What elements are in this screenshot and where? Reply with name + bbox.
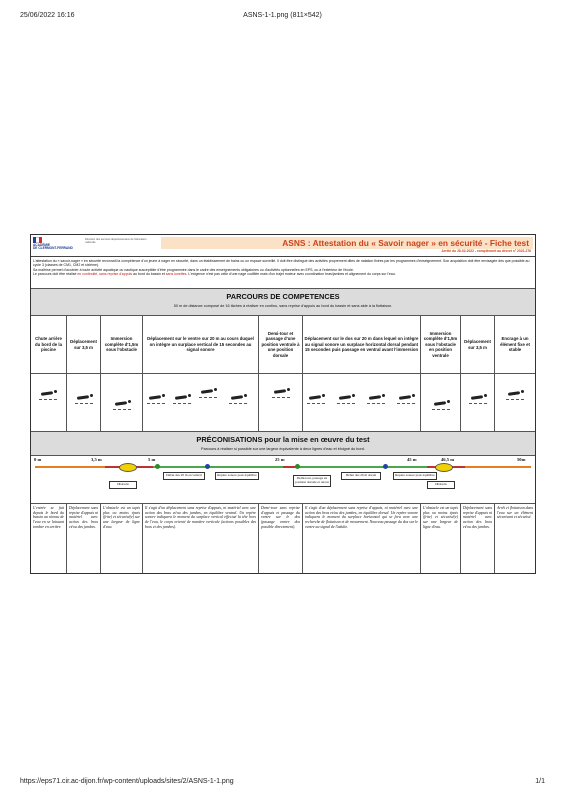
swimmer-figure-icon <box>506 388 524 400</box>
competences-row <box>31 316 535 374</box>
competences-subtitle: 50 m de distance composé de 16 tâches à réaliser en continu, sans reprise d'appuis au bord du bassin et sans aide à la flottaison. <box>173 303 393 308</box>
sound-marker-icon <box>205 464 210 469</box>
illustration-cell <box>421 374 461 431</box>
distance-marker: 0 m <box>34 457 42 462</box>
obstacle-mat-icon <box>435 463 453 472</box>
illustration-cell <box>143 374 259 431</box>
description-cell: Déplacement sans reprise d'appuis ni matériel avec action des bras et/ou des jambes. <box>67 504 101 574</box>
illustration-cell <box>259 374 303 431</box>
swimmer-figure-icon <box>199 386 217 398</box>
swimmer-figure-icon <box>469 392 487 404</box>
pool-course-diagram <box>31 456 535 504</box>
distance-marker: 25 m <box>275 457 285 462</box>
competences-title: PARCOURS DE COMPETENCES <box>226 292 340 301</box>
distance-marker: 3,5 m <box>91 457 102 462</box>
description-cell: Il s'agit d'un déplacement sans reprise d'appuis, ni matériel avec une action des bras et/ou des jambes, en équilibre ventral. Un repère sonore indiquera le moment du surplace vertical effectué la tête hors de l'eau, le corps orienté de manière verticale (actions possibles des bras et des jambes). <box>143 504 259 574</box>
competence-cell: Immersion complète d'1,5m sous l'obstacle <box>101 316 143 373</box>
competences-section-header <box>31 288 535 316</box>
illustration-cell <box>101 374 143 431</box>
illustration-cell <box>31 374 67 431</box>
ventral-start-label: Début des 20 m en ventral <box>163 472 205 480</box>
distance-marker: 46,5 m <box>441 457 455 462</box>
description-cell: Demi-tour sans reprise d'appuis et passage du ventre sur le dos (passage ventre dos possible directement). <box>259 504 303 574</box>
lane-segment-entry <box>35 466 105 468</box>
intro-p3-a: Le parcours doit être réalisé <box>33 272 78 277</box>
description-cell: L'obstacle est un tapis plus ou moins épais (frite) et sécurisé(e) sur une largeur de ligne d'eau. <box>421 504 461 574</box>
intro-paragraph-3 <box>33 272 533 276</box>
swimmer-figure-icon <box>337 392 355 404</box>
swimmer-figure-icon <box>75 392 93 404</box>
swimmer-figure-icon <box>39 388 57 400</box>
description-cell: L'entrée se fait depuis le bord du bassin au niveau de l'eau en se laissant tomber en arrière. <box>31 504 67 574</box>
academy-logo <box>33 237 81 255</box>
description-cell: Arrêt et flottaison dans l'eau sur un élément sécurisant et sécurisé. <box>497 506 533 520</box>
intro-paragraph-1: L'attestation du « savoir-nager » en sécurité reconnaît la compétence d'un jeune à nager en sécurité, dans un établissement de bains ou un espace surveillé. Il doit être distingué des activités proprement dites de natation fixées par les programmes d'enseignement. Son acquisition doit être envisagée dès que possible au cycle 3 (classes de CM1, CM2 et sixième). <box>33 259 530 268</box>
swimmer-figure-icon <box>229 392 247 404</box>
illustration-cell <box>495 374 535 431</box>
dorsal-start-label: Début des 20 m dorsal <box>341 472 381 480</box>
page-number: 1/1 <box>535 778 545 785</box>
description-cell: L'obstacle est un tapis plus ou moins épais (frite) et sécurisé(e) sur une largeur de ligne d'eau. <box>101 504 143 574</box>
sound-marker-label: Repère sonore pour équilibre <box>215 472 259 480</box>
swim-lane-line <box>35 466 531 468</box>
obstacle-mat-icon <box>119 463 137 472</box>
swimmer-figure-icon <box>307 392 325 404</box>
print-title: ASNS-1-1.png (811×542) <box>243 12 322 19</box>
description-cell: Il s'agit d'un déplacement sans reprise d'appuis, ni matériel avec une action des bras et/ou des jambes, en équilibre dorsal. Un repère sonore indiquera le moment du surplace horizontal qui se fera avec une recherche de flottaison et de mouvement. Nouveau passage du dos sur le ventre au signal de l'adulte. <box>303 504 421 574</box>
illustration-cell <box>303 374 421 431</box>
sheet-subtitle: Arrêté du 28-02-2022 - complément au décret n° 2022-276 <box>441 249 531 253</box>
start-marker-icon <box>155 464 160 469</box>
competence-cell: Encrage à un élément fixe et stable <box>500 336 530 353</box>
competence-cell: Déplacement sur 3,5 m <box>461 316 495 373</box>
competence-cell: Demi-tour et passage d'une position ventrale à une position dorsale <box>259 316 303 373</box>
competence-cell: Immersion complète d'1,5m sous l'obstacle en position ventrale <box>421 316 461 373</box>
document-sheet <box>30 234 536 574</box>
turn-marker-icon <box>295 464 300 469</box>
intro-p3-no-goggles: sans lunettes <box>165 272 187 277</box>
competence-cell: Déplacement sur le dos sur 20 m dans lequel on intègre au signal sonore un surplace horizontal dorsal pendant 15 secondes puis passage en ventral avant l'immersion <box>303 316 421 373</box>
competence-cell: Chute arrière du bord de la piscine <box>31 316 67 373</box>
distance-marker: 50m <box>517 457 526 462</box>
description-cell: Déplacement sans reprise d'appuis ni matériel avec action des bras et/ou des jambes. <box>461 504 495 574</box>
swimmer-figure-icon <box>367 392 385 404</box>
illustration-cell <box>67 374 101 431</box>
swimmer-illustrations-row <box>31 374 535 432</box>
preconisations-subtitle: Parcours à réaliser si possible sur une largeur équivalente à deux lignes d'eau et éloigné du bord. <box>201 446 365 451</box>
turn-label: Demi-tour, passage en position dorsale et retour <box>293 475 331 487</box>
sheet-header <box>31 235 535 257</box>
intro-p3-continuity: en continuité, sans reprise d'appuis <box>77 272 133 277</box>
intro-paragraph-2: Sa maîtrise permet d'accéder à toute activité aquatique ou nautique susceptible d'être programmée dans le cadre des enseignements obligatoires ou d'activités optionnelles en EPS, ou à l'extérieur de l'école. <box>33 267 354 272</box>
print-date: 25/06/2022 16:16 <box>20 12 75 19</box>
illustration-cell <box>461 374 495 431</box>
preconisations-title: PRÉCONISATIONS pour la mise en œuvre du test <box>196 435 370 444</box>
competence-cell: Déplacement sur 3,5 m <box>67 316 101 373</box>
intro-p3-c: au bord du bassin et <box>132 272 166 277</box>
lane-segment-ventral <box>153 466 283 468</box>
obstacle-label: Obstacle <box>427 481 455 489</box>
sound-marker-label: Repère sonore pour équilibre <box>393 472 437 480</box>
competence-cell: Déplacement sur le ventre sur 20 m au cours duquel on intègre un surplace vertical de 15 secondes au signal sonore <box>143 316 259 373</box>
print-url: https://eps71.cir.ac-dijon.fr/wp-content/uploads/sites/2/ASNS-1-1.png <box>20 778 234 785</box>
swimmer-figure-icon <box>113 398 131 410</box>
swimmer-figure-icon <box>432 398 450 410</box>
sound-marker-icon <box>383 464 388 469</box>
obstacle-label: Obstacle <box>109 481 137 489</box>
preconisations-section-header <box>31 432 535 456</box>
swimmer-figure-icon <box>272 386 290 398</box>
lane-segment-exit <box>465 466 531 468</box>
academy-name: ACADÉMIE DE CLERMONT-FERRAND <box>33 243 73 251</box>
distance-marker: 45 m <box>407 457 417 462</box>
preconisations-descriptions-row <box>31 504 535 574</box>
swimmer-figure-icon <box>173 392 191 404</box>
distance-marker: 5 m <box>148 457 156 462</box>
logo-subtext: Direction des services départementaux de l'éducation nationale <box>85 238 147 244</box>
intro-text <box>33 259 533 277</box>
swimmer-figure-icon <box>397 392 415 404</box>
sheet-title: ASNS : Attestation du « Savoir nager » en sécurité - Fiche test <box>161 237 533 249</box>
intro-p3-e: . L'exigence n'est pas celle d'une nage codifiée mais d'un trajet moteur avec coordination bras/jambes et alignement du corps sur l'eau. <box>186 272 396 277</box>
lane-segment-dorsal <box>297 466 427 468</box>
swimmer-figure-icon <box>147 392 165 404</box>
